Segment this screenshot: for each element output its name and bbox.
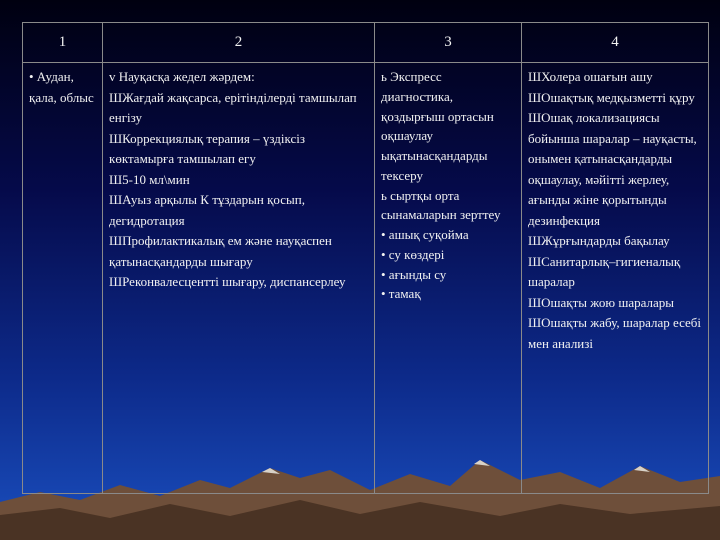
col4-item: ШОшақтық медқызметті құру	[528, 89, 695, 105]
col3-item: • ағынды су	[381, 266, 447, 282]
col4-item: ШОшақты жою шаралары	[528, 294, 675, 310]
col2-item: Ш5-10 мл\мин	[109, 171, 190, 187]
header-cell-3: 3	[375, 23, 522, 63]
col2-item: ШРеконвалесценттi шығару, диспансерлеу	[109, 274, 346, 290]
header-cell-2: 2	[103, 23, 375, 63]
level-text: • Аудан, қала, облыс	[29, 69, 94, 105]
col3-item: ь Экспресс диагностика, қоздырғыш ортасын оқшаулау ықатынасқандарды тексеру	[381, 69, 494, 183]
col3-item: • тамақ	[381, 286, 421, 302]
col2-item: ШАуыз арқылы К тұздарын қосып, дегидротация	[109, 192, 305, 228]
outbreak-measures-cell	[522, 63, 709, 494]
header-cell-1: 1	[23, 23, 103, 63]
col3-item: • су көздері	[381, 246, 445, 262]
col3-item: ь сыртқы орта сынамаларын зерттеу	[381, 187, 501, 223]
col4-item: ШЖұрғындарды бақылау	[528, 233, 670, 249]
col4-item: ШХолера ошағын ашу	[528, 69, 653, 84]
col2-item: v Науқасқа жедел жәрдем:	[109, 69, 255, 84]
col2-item: ШЖағдай жақсарса, ерітінділерді тамшылап енгізу	[109, 89, 357, 126]
col4-item: ШСанитарлық–гигиеналық шаралар	[528, 253, 681, 290]
header-cell-4: 4	[522, 23, 709, 63]
col4-item: ШОшақ локализациясы бойынша шаралар – науқасты, онымен қатынасқандарды оқшаулау, мәйітті жерлеу, ағынды жіне қорытынды дезинфекция	[528, 110, 697, 228]
header-row	[23, 23, 709, 63]
col2-item: ШПрофилактикалық ем және науқаспен қатынасқандарды шығару	[109, 233, 332, 269]
emergency-care-cell	[103, 63, 375, 494]
diagnostics-cell	[375, 63, 522, 494]
col2-item: ШКоррекциялық терапия – үздіксіз көктамырға тамшылап егу	[109, 130, 305, 167]
col3-item: • ашық суқойма	[381, 227, 469, 242]
level-cell	[23, 63, 103, 494]
col4-item: ШОшақты жабу, шаралар есебі мен анализі	[528, 315, 702, 351]
content-row	[23, 63, 709, 494]
measures-table	[22, 22, 709, 494]
